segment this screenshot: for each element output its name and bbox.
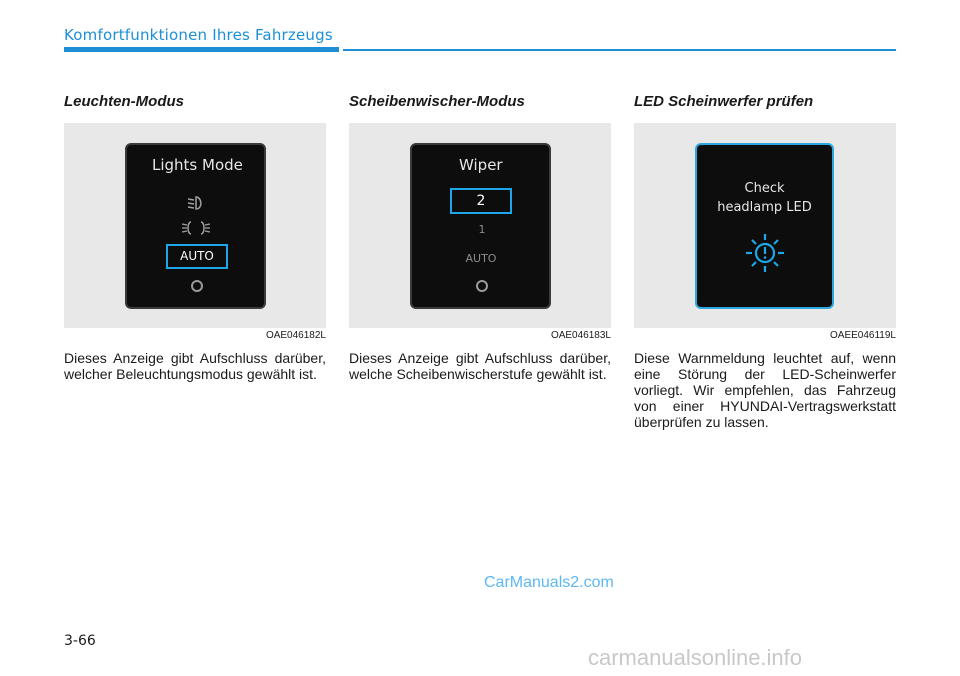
- wiper-level-auto: AUTO: [465, 252, 497, 265]
- message-line-2: headlamp LED: [717, 200, 812, 215]
- message-line-1: Check: [744, 181, 785, 196]
- description: Diese Warnmeldung leuchtet auf, wenn eine Störung der LED-Scheinwerfer vorliegt. Wir empfehlen, das Fahrzeug von einer HYUNDAI-Vertragswerkstatt überprüfen zu lassen.: [634, 350, 896, 430]
- header-bar-thin: [343, 49, 896, 51]
- screen-title: Lights Mode: [152, 156, 243, 174]
- section-title: Komfortfunktionen Ihres Fahrzeugs: [64, 26, 333, 44]
- lights-mode-screen: [125, 143, 266, 309]
- column-title: LED Scheinwerfer prüfen: [634, 93, 814, 110]
- column-lights-mode: [64, 93, 326, 382]
- page-number: 3-66: [64, 633, 96, 649]
- check-led-screen: [695, 143, 834, 309]
- description: Dieses Anzeige gibt Aufschluss darüber, welche Scheibenwischerstufe gewählt ist.: [349, 350, 611, 382]
- wiper-mode-figure: [349, 123, 611, 328]
- description: Dieses Anzeige gibt Aufschluss darüber, welcher Beleuchtungsmodus gewählt ist.: [64, 350, 326, 382]
- wiper-mode-screen: [410, 143, 551, 309]
- watermark-carmanuals[interactable]: CarManuals2.com: [484, 574, 614, 591]
- low-beam-icon: [186, 195, 206, 211]
- screen-title: Wiper: [459, 156, 503, 174]
- off-ring-icon: [191, 280, 203, 292]
- check-led-figure: [634, 123, 896, 328]
- off-ring-icon: [476, 280, 488, 292]
- headlamp-warning-icon: [743, 231, 787, 275]
- lights-mode-figure: [64, 123, 326, 328]
- header-bar-thick: [64, 47, 339, 52]
- auto-option-selected: AUTO: [166, 244, 228, 269]
- column-title: Scheibenwischer-Modus: [349, 93, 525, 110]
- wiper-level-selected: 2: [450, 188, 512, 214]
- column-title: Leuchten-Modus: [64, 93, 184, 110]
- column-check-led: [634, 93, 896, 430]
- column-wiper-mode: [349, 93, 611, 382]
- figure-code: OAE046183L: [550, 330, 611, 341]
- figure-code: OAEE046119L: [830, 330, 896, 341]
- figure-code: OAE046182L: [265, 330, 326, 341]
- watermark-carmanualsonline: carmanualsonline.info: [588, 645, 803, 670]
- wiper-level-1: 1: [478, 223, 486, 236]
- parking-light-icon: [181, 220, 211, 236]
